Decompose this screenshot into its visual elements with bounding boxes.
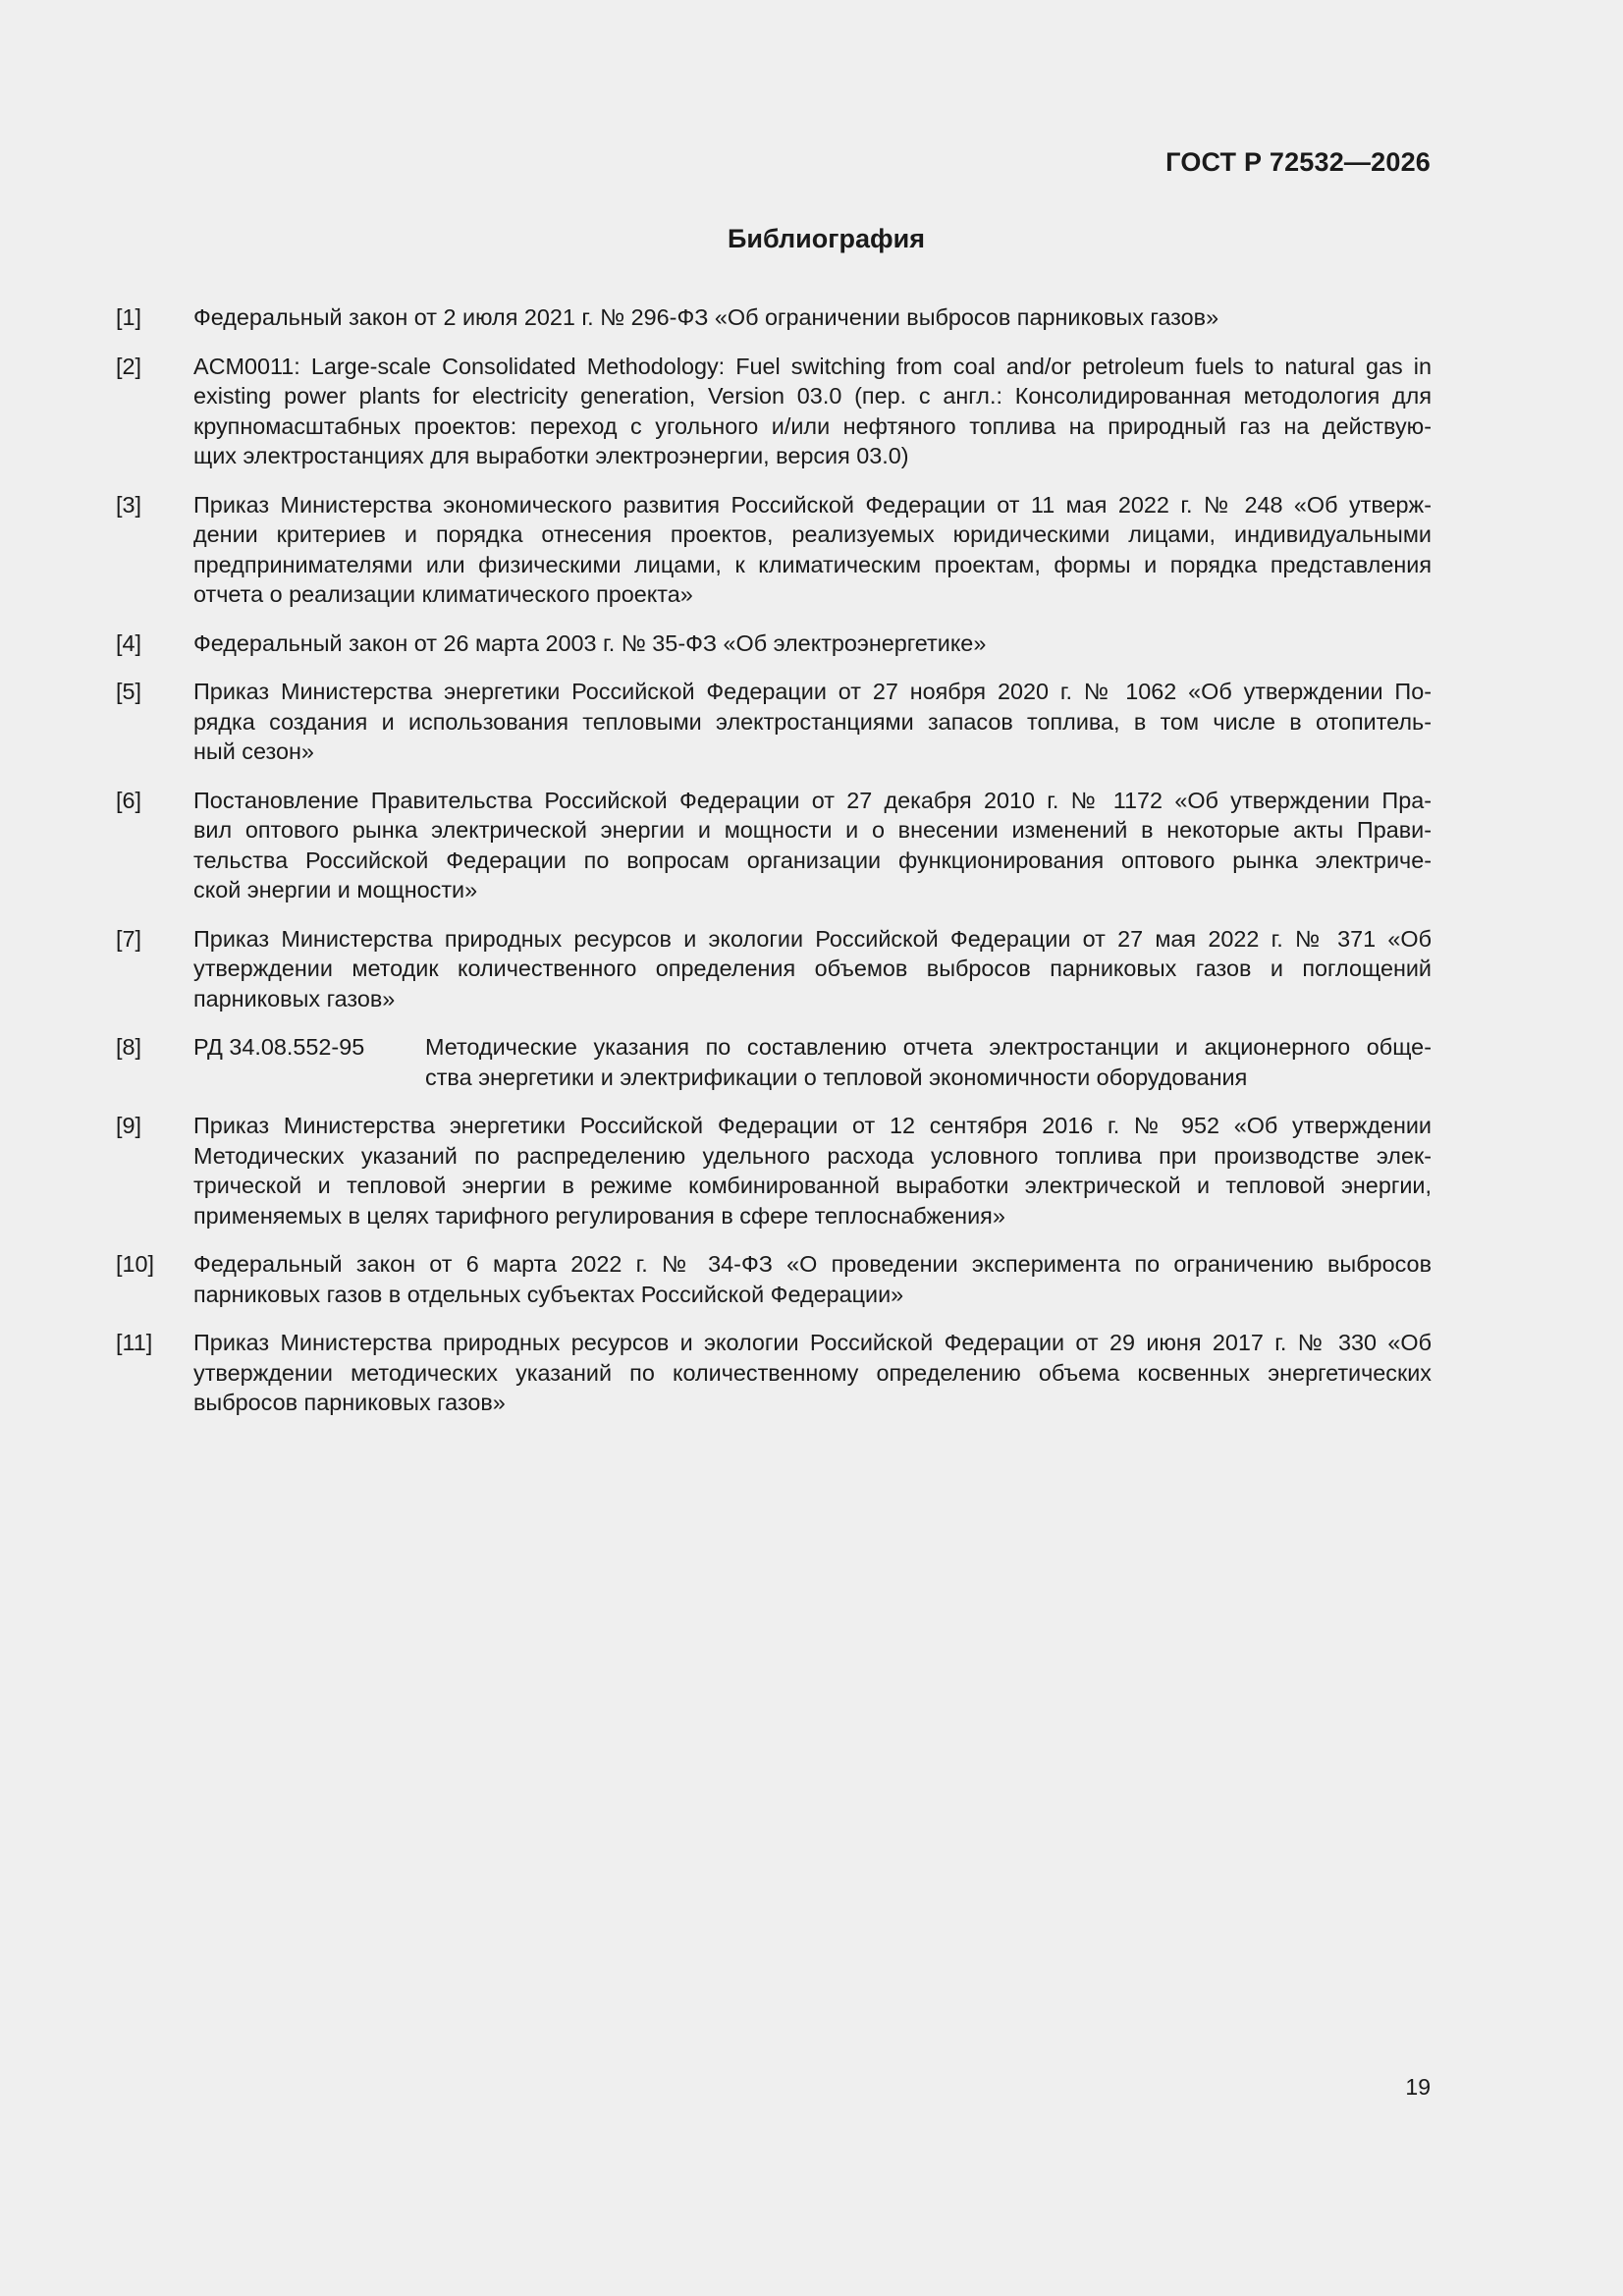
bibliography-entry: [116, 1032, 1432, 1092]
entry-text-line: рядка создания и использования тепловыми электростанциями запасов топлива, в том числе в отопитель-: [193, 708, 1432, 735]
entry-number: [5]: [116, 679, 142, 704]
entry-text-line: тельства Российской Федерации по вопросам организации функционирования оптового рынка электриче-: [193, 847, 1432, 873]
entry-text-line: крупномасштабных проектов: переход с угольного и/или нефтяного топлива на природный газ на действую-: [193, 412, 1432, 439]
entry-text-line: вил оптового рынка электрической энергии и мощности и о внесении изменений в некоторые акты Прави-: [193, 817, 1432, 843]
bibliography-entry: [116, 677, 1432, 767]
entry-number: [8]: [116, 1034, 142, 1060]
entry-text-line: Приказ Министерства природных ресурсов и экологии Российской Федерации от 29 июня 2017 г. № 330 «Об: [193, 1330, 1432, 1355]
entry-text-line: ства энергетики и электрификации о тепловой экономичности оборудования: [425, 1064, 1248, 1090]
entry-text-line: Федеральный закон от 26 марта 2003 г. № 35-ФЗ «Об электроэнергетике»: [193, 629, 987, 656]
entry-text: [425, 1032, 1432, 1092]
entry-number: [6]: [116, 787, 142, 813]
entry-text-line: дении критериев и порядка отнесения проектов, реализуемых юридическими лицами, индивидуальными: [193, 521, 1432, 547]
entry-text: [193, 1328, 1432, 1418]
bibliography-entry: [116, 490, 1432, 610]
entry-number: [10]: [116, 1251, 155, 1277]
entry-text: [193, 1249, 1432, 1309]
entry-text-line: Федеральный закон от 2 июля 2021 г. № 296-ФЗ «Об ограничении выбросов парниковых газов»: [193, 304, 1219, 330]
entry-text-line: применяемых в целях тарифного регулирования в сфере теплоснабжения»: [193, 1202, 1005, 1229]
bibliography-entry: [116, 786, 1432, 905]
entry-number: [1]: [116, 304, 142, 330]
entry-text-line: ный сезон»: [193, 738, 314, 764]
entry-text: [193, 786, 1432, 905]
entry-number: [4]: [116, 629, 142, 656]
entry-text-line: Приказ Министерства энергетики Российской Федерации от 27 ноября 2020 г. № 1062 «Об утверждении По-: [193, 679, 1432, 704]
bibliography-entry: [116, 629, 1432, 659]
page-number: 19: [1405, 2074, 1431, 2100]
entry-text-line: Методических указаний по распределению удельного расхода условного топлива при производстве элек-: [193, 1142, 1432, 1169]
entry-text: [193, 302, 1432, 333]
entry-text: [193, 677, 1432, 767]
entry-text-line: Приказ Министерства экономического развития Российской Федерации от 11 мая 2022 г. № 248 «Об утверж-: [193, 491, 1432, 518]
entry-text-line: выбросов парниковых газов»: [193, 1390, 506, 1415]
entry-text: [193, 1111, 1432, 1230]
bibliography-list: [116, 302, 1432, 1437]
entry-text-line: ской энергии и мощности»: [193, 877, 478, 902]
entry-number: [3]: [116, 491, 142, 518]
entry-text-line: Методические указания по составлению отчета электростанции и акционерного обще-: [425, 1034, 1432, 1060]
bibliography-entry: [116, 1328, 1432, 1418]
entry-text-line: утверждении методических указаний по количественному определению объема косвенных энергетических: [193, 1359, 1432, 1386]
entry-number: [11]: [116, 1330, 153, 1355]
entry-text-line: ACM0011: Large-scale Consolidated Methodology: Fuel switching from coal and/or petroleum fuels to natural gas in: [193, 353, 1432, 379]
bibliography-entry: [116, 352, 1432, 471]
document-identifier: ГОСТ Р 72532—2026: [1165, 147, 1431, 177]
entry-text-line: Приказ Министерства природных ресурсов и экологии Российской Федерации от 27 мая 2022 г. № 371 «Об: [193, 925, 1432, 952]
entry-text-line: Федеральный закон от 6 марта 2022 г. № 34-ФЗ «О проведении эксперимента по ограничению выбросов: [193, 1251, 1432, 1277]
bibliography-entry: [116, 302, 1432, 333]
entry-document-code: РД 34.08.552-95: [193, 1034, 365, 1060]
bibliography-entry: [116, 1111, 1432, 1230]
entry-number: [9]: [116, 1113, 142, 1138]
entry-text-line: отчета о реализации климатического проекта»: [193, 581, 693, 607]
entry-text-line: Приказ Министерства энергетики Российской Федерации от 12 сентября 2016 г. № 952 «Об утверждении: [193, 1113, 1432, 1138]
section-title: Библиография: [728, 224, 925, 253]
entry-text-line: утверждении методик количественного определения объемов выбросов парниковых газов и поглощений: [193, 956, 1432, 981]
entry-text: [193, 629, 1432, 659]
entry-number: [7]: [116, 925, 142, 952]
entry-text-line: парниковых газов»: [193, 985, 396, 1011]
entry-text: [193, 490, 1432, 610]
entry-text: [193, 924, 1432, 1014]
entry-number: [2]: [116, 353, 142, 379]
bibliography-entry: [116, 1249, 1432, 1309]
entry-text: [193, 352, 1432, 471]
entry-text-line: парниковых газов в отдельных субъектах Российской Федерации»: [193, 1281, 904, 1307]
entry-text-line: existing power plants for electricity generation, Version 03.0 (пер. с англ.: Консолидированная методология для: [193, 383, 1432, 409]
entry-text-line: Постановление Правительства Российской Федерации от 27 декабря 2010 г. № 1172 «Об утверждении Пра-: [193, 787, 1432, 813]
entry-text-line: предпринимателями или физическими лицами, к климатическим проектам, формы и порядка представления: [193, 551, 1432, 577]
bibliography-entry: [116, 924, 1432, 1014]
entry-text-line: щих электростанциях для выработки электроэнергии, версия 03.0): [193, 443, 909, 468]
entry-text-line: трической и тепловой энергии в режиме комбинированной выработки электрической и тепловой энергии,: [193, 1173, 1432, 1198]
